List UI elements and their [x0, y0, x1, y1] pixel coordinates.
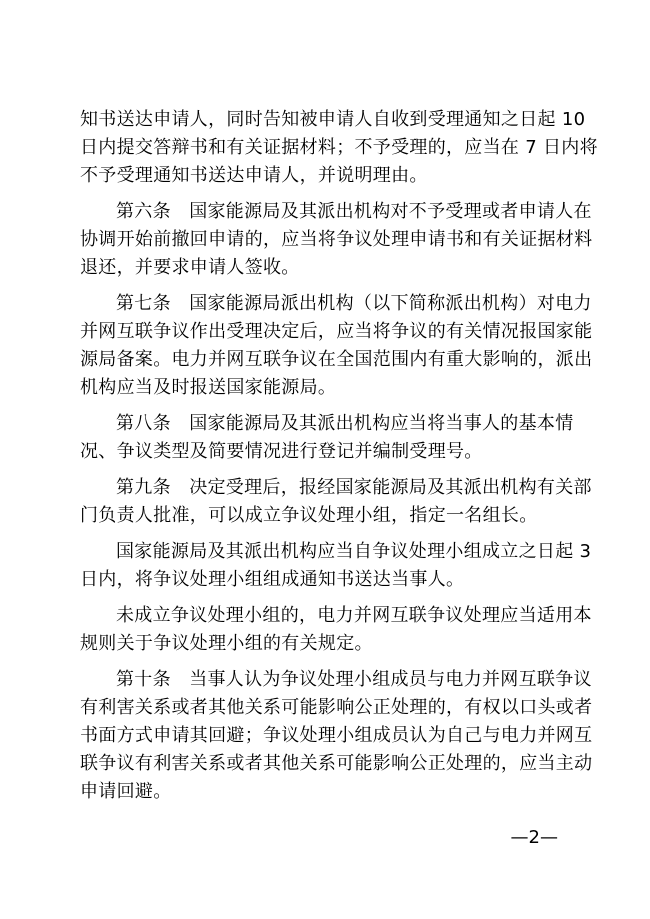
text-line: 第七条 国家能源局派出机构（以下简称派出机构）对电力 [116, 293, 592, 314]
text-line: 第十条 当事人认为争议处理小组成员与电力并网互联争议 [116, 669, 592, 690]
text-line: 源局备案。电力并网互联争议在全国范围内有重大影响的，派出 [80, 349, 593, 370]
text-line: 机构应当及时报送国家能源局。 [80, 377, 337, 398]
article-9-paragraph-3 [80, 602, 592, 658]
text-line: 书面方式申请其回避；争议处理小组成员认为自己与电力并网互 [80, 725, 593, 746]
article-6 [80, 198, 593, 282]
text-line: 第六条 国家能源局及其派出机构对不予受理或者申请人在 [116, 201, 592, 222]
text-line: 不予受理通知书送达申请人，并说明理由。 [80, 165, 428, 186]
text-line: 况、争议类型及简要情况进行登记并编制受理号。 [80, 441, 483, 462]
page-number: —2— [510, 827, 558, 848]
text-line: 联争议有利害关系或者其他关系可能影响公正处理的，应当主动 [80, 753, 593, 774]
text-line: 知书送达申请人，同时告知被申请人自收到受理通知之日起 10 [80, 109, 586, 130]
article-9 [80, 474, 592, 530]
text-line: 未成立争议处理小组的，电力并网互联争议处理应当适用本 [116, 605, 592, 626]
document-body [80, 106, 598, 806]
article-7 [80, 290, 593, 402]
text-line: 协调开始前撤回申请的，应当将争议处理申请书和有关证据材料 [80, 229, 593, 250]
text-line: 第九条 决定受理后，报经国家能源局及其派出机构有关部 [116, 477, 592, 498]
text-line: 第八条 国家能源局及其派出机构应当将当事人的基本情 [116, 413, 574, 434]
text-line: 并网互联争议作出受理决定后，应当将争议的有关情况报国家能 [80, 321, 593, 342]
text-line: 日内，将争议处理小组组成通知书送达当事人。 [80, 569, 465, 590]
text-line: 退还，并要求申请人签收。 [80, 257, 300, 278]
text-line: 申请回避。 [80, 781, 172, 802]
text-line: 规则关于争议处理小组的有关规定。 [80, 633, 373, 654]
text-line: 有利害关系或者其他关系可能影响公正处理的，有权以口头或者 [80, 697, 593, 718]
text-line: 日内提交答辩书和有关证据材料；不予受理的，应当在 7 日内将 [80, 137, 598, 158]
article-8 [80, 410, 580, 466]
article-9-paragraph-2 [80, 538, 592, 594]
text-line: 国家能源局及其派出机构应当自争议处理小组成立之日起 3 [116, 541, 592, 562]
article-10 [80, 666, 593, 806]
paragraph-continuation [80, 106, 598, 190]
text-line: 门负责人批准，可以成立争议处理小组，指定一名组长。 [80, 505, 538, 526]
